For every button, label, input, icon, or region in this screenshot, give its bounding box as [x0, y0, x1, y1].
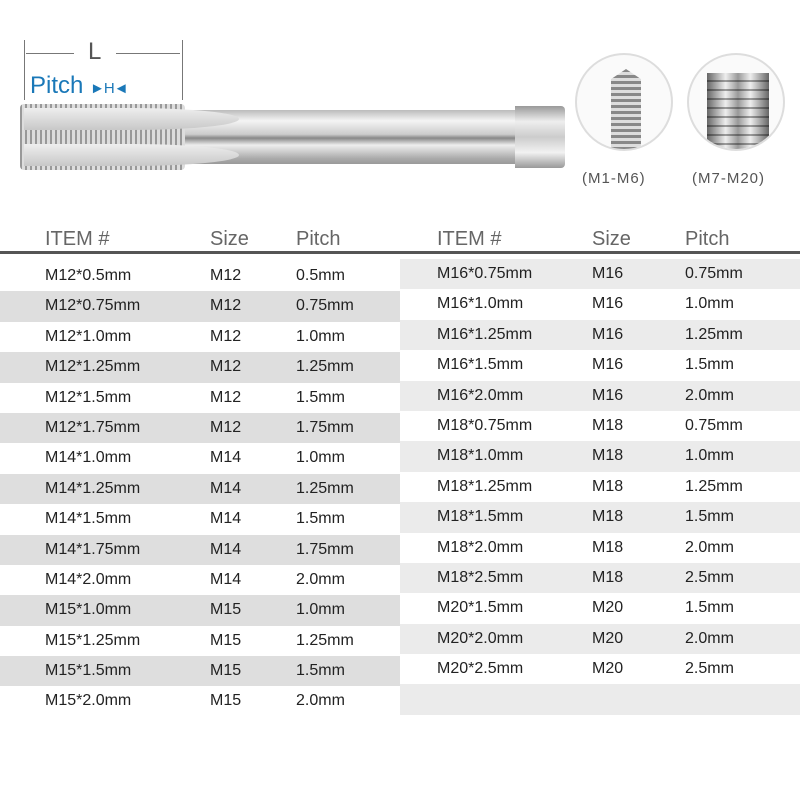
- header-size: Size: [592, 228, 631, 250]
- cell-pitch: 1.5mm: [685, 356, 734, 374]
- cell-pitch: 1.75mm: [296, 418, 354, 436]
- cell-pitch: 2.0mm: [296, 692, 345, 710]
- cell-size: M14: [210, 570, 242, 588]
- variant-label: (M1-M6): [582, 170, 646, 187]
- cell-pitch: 1.0mm: [685, 447, 734, 465]
- cell-pitch: 1.0mm: [685, 295, 734, 313]
- cell-size: M15: [210, 631, 242, 649]
- cell-size: M12: [210, 297, 242, 315]
- table-row: [0, 595, 400, 625]
- cell-pitch: 1.5mm: [685, 599, 734, 617]
- cell-pitch: 0.75mm: [685, 265, 743, 282]
- table-row: [0, 686, 400, 716]
- cell-pitch: 1.25mm: [685, 477, 743, 495]
- cell-pitch: 2.0mm: [685, 386, 734, 404]
- table-row: [400, 289, 800, 319]
- table-row: [400, 593, 800, 623]
- table-row: [0, 504, 400, 534]
- cell-size: M16: [592, 356, 624, 374]
- cell-pitch: 2.0mm: [685, 629, 734, 647]
- cell-item: M16*1.0mm: [437, 295, 524, 313]
- cell-pitch: 2.0mm: [685, 538, 734, 556]
- cell-item: M18*1.25mm: [437, 477, 533, 495]
- cell-item: M16*1.5mm: [437, 356, 524, 374]
- cell-item: M15*1.25mm: [45, 631, 141, 649]
- table-row: [400, 654, 800, 684]
- table-row: [400, 350, 800, 380]
- cell-size: M15: [210, 692, 242, 710]
- cell-size: M12: [210, 388, 242, 406]
- cell-size: M18: [592, 477, 624, 495]
- cell-size: M15: [210, 662, 242, 680]
- cell-item: M12*0.75mm: [45, 297, 141, 315]
- table-row: [0, 383, 400, 413]
- table-row: [400, 563, 800, 593]
- cell-size: M12: [210, 358, 242, 376]
- table-row: [0, 474, 400, 504]
- pitch-label: [30, 72, 128, 100]
- cell-item: M12*1.75mm: [45, 418, 141, 436]
- cell-item: M18*0.75mm: [437, 416, 533, 434]
- cell-size: M14: [210, 479, 242, 497]
- cell-pitch: 2.0mm: [296, 570, 345, 588]
- cell-pitch: 1.25mm: [296, 631, 354, 649]
- cell-size: M12: [210, 267, 242, 284]
- cell-item: M16*2.0mm: [437, 386, 524, 404]
- table-row: [0, 322, 400, 352]
- cell-pitch: 1.5mm: [685, 508, 734, 526]
- table-row: [0, 626, 400, 656]
- cell-item: M20*2.0mm: [437, 629, 524, 647]
- cell-item: M18*2.5mm: [437, 568, 524, 586]
- cell-item: M15*2.0mm: [45, 692, 132, 710]
- table-row: [0, 291, 400, 321]
- cell-size: M16: [592, 386, 624, 404]
- length-label: L: [88, 38, 102, 65]
- header-divider: [0, 251, 800, 254]
- cell-item: M14*1.0mm: [45, 449, 132, 467]
- tap-product-image: [20, 104, 565, 170]
- cell-item: M16*1.25mm: [437, 325, 533, 343]
- cell-pitch: 1.5mm: [296, 510, 345, 528]
- cell-size: M16: [592, 295, 624, 313]
- cell-item: M14*1.25mm: [45, 479, 141, 497]
- cell-size: M20: [592, 660, 624, 678]
- cell-item: M14*2.0mm: [45, 570, 132, 588]
- cell-pitch: 1.0mm: [296, 601, 345, 619]
- table-row: [0, 535, 400, 565]
- cell-pitch: 2.5mm: [685, 568, 734, 586]
- header-pitch: Pitch: [685, 228, 730, 250]
- table-row: [400, 533, 800, 563]
- cell-pitch: 0.5mm: [296, 267, 345, 284]
- cell-pitch: 1.75mm: [296, 540, 354, 558]
- cell-size: M15: [210, 601, 242, 619]
- cell-size: M14: [210, 449, 242, 467]
- cell-pitch: 1.0mm: [296, 327, 345, 345]
- table-row: [0, 656, 400, 686]
- cell-item: M18*1.0mm: [437, 447, 524, 465]
- cell-size: M14: [210, 540, 242, 558]
- table-row: [0, 261, 400, 291]
- header-size: Size: [210, 228, 249, 250]
- header-pitch: Pitch: [296, 228, 341, 250]
- cell-pitch: 0.75mm: [685, 416, 743, 434]
- cell-pitch: 1.5mm: [296, 662, 345, 680]
- cell-size: M18: [592, 447, 624, 465]
- table-row: [400, 259, 800, 289]
- table-row: [0, 413, 400, 443]
- cell-item: M15*1.0mm: [45, 601, 132, 619]
- cell-pitch: 1.0mm: [296, 449, 345, 467]
- table-row: [400, 381, 800, 411]
- cell-size: M18: [592, 416, 624, 434]
- pitch-marker: ►H◄: [90, 80, 128, 97]
- cell-pitch: 2.5mm: [685, 660, 734, 678]
- cell-item: M20*1.5mm: [437, 599, 524, 617]
- cell-size: M18: [592, 508, 624, 526]
- cell-item: M12*1.25mm: [45, 358, 141, 376]
- table-row: [400, 411, 800, 441]
- table-row: [400, 441, 800, 471]
- header-item: ITEM #: [437, 228, 502, 250]
- cell-size: M18: [592, 538, 624, 556]
- table-row: [400, 320, 800, 350]
- variant-label: (M7-M20): [692, 170, 766, 187]
- cell-item: M14*1.5mm: [45, 510, 132, 528]
- cell-size: M12: [210, 327, 242, 345]
- header-item: ITEM #: [45, 228, 110, 250]
- cell-pitch: 1.5mm: [296, 388, 345, 406]
- cell-pitch: 0.75mm: [296, 297, 354, 315]
- cell-item: M15*1.5mm: [45, 662, 132, 680]
- cell-pitch: 1.25mm: [296, 358, 354, 376]
- cell-size: M14: [210, 510, 242, 528]
- spec-table-right: [400, 259, 800, 715]
- table-row: [400, 684, 800, 714]
- table-row: [400, 472, 800, 502]
- cell-size: M16: [592, 325, 624, 343]
- tip-m7-m20-image: [687, 53, 785, 151]
- cell-pitch: 1.25mm: [685, 325, 743, 343]
- cell-item: M18*2.0mm: [437, 538, 524, 556]
- table-row: [0, 443, 400, 473]
- pitch-text: Pitch: [30, 72, 84, 99]
- spec-table-left: [0, 261, 400, 717]
- table-row: [400, 502, 800, 532]
- cell-size: M20: [592, 629, 624, 647]
- table-row: [400, 624, 800, 654]
- cell-item: M14*1.75mm: [45, 540, 141, 558]
- cell-size: M12: [210, 418, 242, 436]
- cell-pitch: 1.25mm: [296, 479, 354, 497]
- cell-item: M12*1.5mm: [45, 388, 132, 406]
- cell-size: M18: [592, 568, 624, 586]
- cell-size: M20: [592, 599, 624, 617]
- cell-size: M16: [592, 265, 624, 282]
- cell-item: M12*0.5mm: [45, 267, 132, 284]
- cell-item: M12*1.0mm: [45, 327, 132, 345]
- tip-m1-m6-image: [575, 53, 673, 151]
- table-row: [0, 565, 400, 595]
- cell-item: M18*1.5mm: [437, 508, 524, 526]
- cell-item: M16*0.75mm: [437, 265, 533, 282]
- cell-item: M20*2.5mm: [437, 660, 524, 678]
- table-row: [0, 352, 400, 382]
